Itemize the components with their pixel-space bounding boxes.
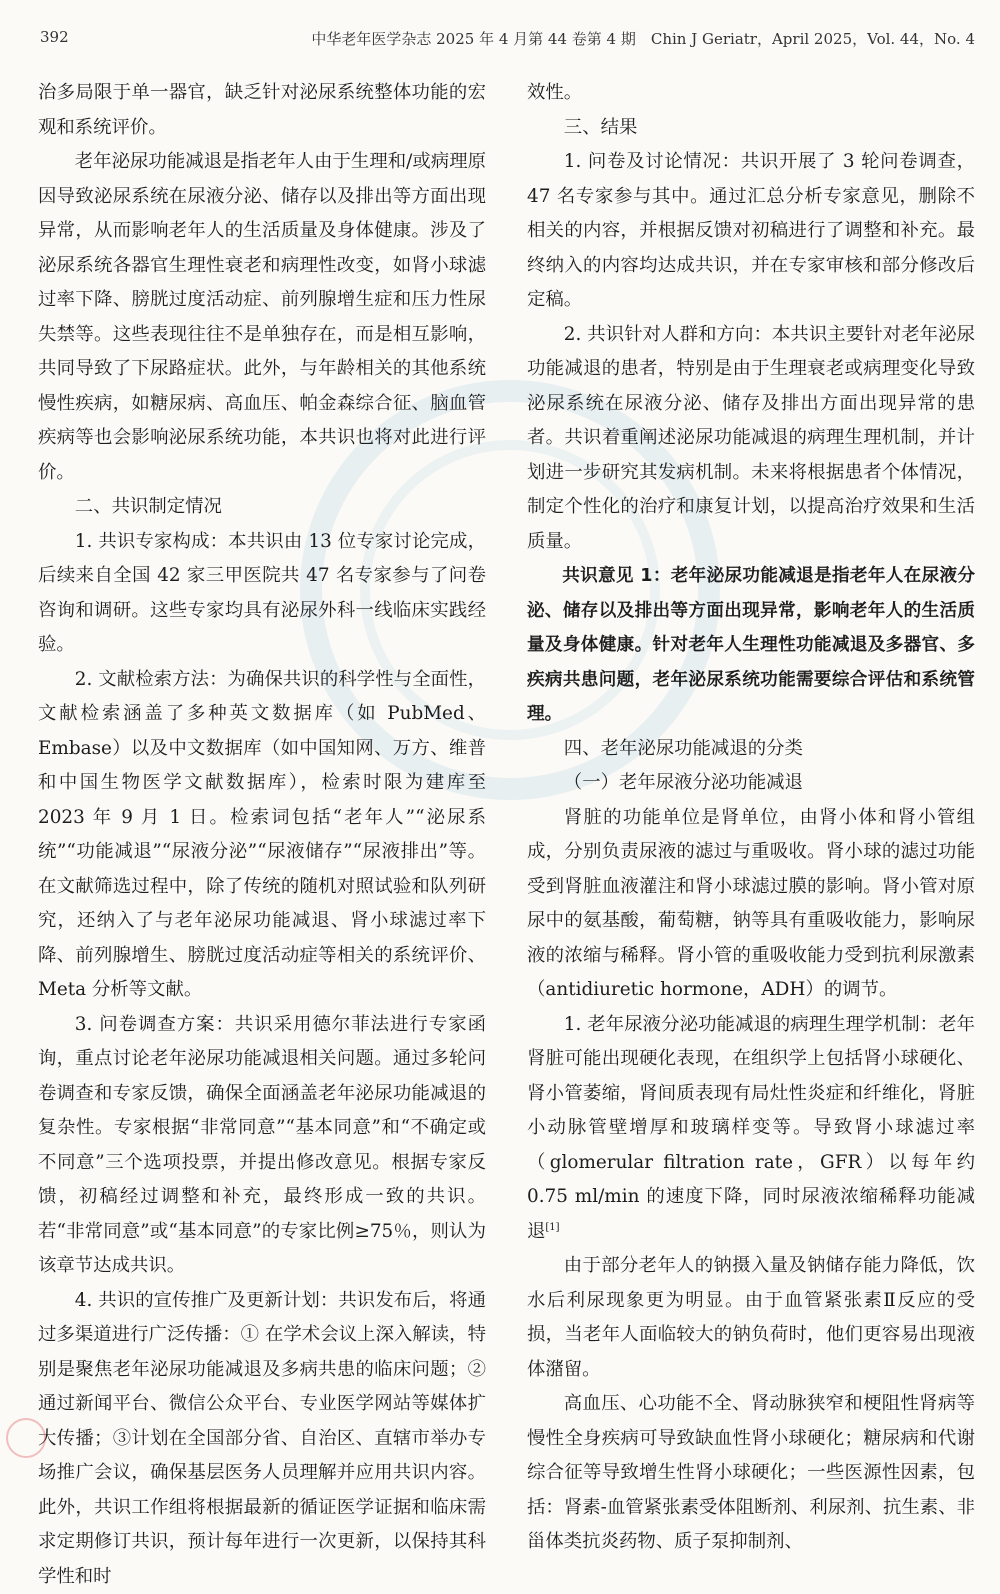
- publisher-logo: [6, 1418, 46, 1458]
- left-column: [38, 76, 486, 1594]
- paragraph: 1. 共识专家构成：本共识由 13 位专家讨论完成，后续来自全国 42 家三甲医院共 47 名专家参与了问卷咨询和调研。这些专家均具有泌尿外科一线临床实践经验。: [38, 525, 486, 663]
- paragraph: 1. 问卷及讨论情况：共识开展了 3 轮问卷调查，47 名专家参与其中。通过汇总分析专家意见，删除不相关的内容，并根据反馈对初稿进行了调整和补充。最终纳入的内容均达成共识，并在专家审核和部分修改后定稿。: [527, 145, 975, 318]
- paragraph: 3. 问卷调查方案：共识采用德尔菲法进行专家函询，重点讨论老年泌尿功能减退相关问题。通过多轮问卷调查和专家反馈，确保全面涵盖老年泌尿功能减退的复杂性。专家根据“非常同意”“基本同意”和“不确定或不同意”三个选项投票，并提出修改意见。根据专家反馈，初稿经过调整和补充，最终形成一致的共识。若“非常同意”或“基本同意”的专家比例≥75％，则认为该章节达成共识。: [38, 1008, 486, 1284]
- paragraph: 治多局限于单一器官，缺乏针对泌尿系统整体功能的宏观和系统评价。: [38, 76, 486, 145]
- right-column: [527, 76, 975, 1560]
- paragraph: 肾脏的功能单位是肾单位，由肾小体和肾小管组成，分别负责尿液的滤过与重吸收。肾小球的滤过功能受到肾脏血液灌注和肾小球滤过膜的影响。肾小管对原尿中的氨基酸，葡萄糖，钠等具有重吸收能力，影响尿液的浓缩与稀释。肾小管的重吸收能力受到抗利尿激素（antidiuretic hormone，ADH）的调节。: [527, 801, 975, 1008]
- paragraph: 2. 文献检索方法：为确保共识的科学性与全面性，文献检索涵盖了多种英文数据库（如 PubMed、Embase）以及中文数据库（如中国知网、万方、维普和中国生物医学文献数据库），检索时限为建库至 2023 年 9 月 1 日。检索词包括“老年人”“泌尿系统”“功能减退”“尿液分泌”“尿液储存”“尿液排出”等。在文献筛选过程中，除了传统的随机对照试验和队列研究，还纳入了与老年泌尿功能减退、肾小球滤过率下降、前列腺增生、膀胱过度活动症等相关的系统评价、Meta 分析等文献。: [38, 663, 486, 1008]
- paragraph: 4. 共识的宣传推广及更新计划：共识发布后，将通过多渠道进行广泛传播：① 在学术会议上深入解读，特别是聚焦老年泌尿功能减退及多病共患的临床问题；②通过新闻平台、微信公众平台、专业医学网站等媒体扩大传播；③计划在全国部分省、自治区、直辖市举办专场推广会议，确保基层医务人员理解并应用共识内容。此外，共识工作组将根据最新的循证医学证据和临床需求定期修订共识，预计每年进行一次更新，以保持其科学性和时: [38, 1284, 486, 1594]
- section-heading: 四、老年泌尿功能减退的分类: [527, 732, 975, 767]
- paragraph: 高血压、心功能不全、肾动脉狭窄和梗阻性肾病等慢性全身疾病可导致缺血性肾小球硬化；糖尿病和代谢综合征等导致增生性肾小球硬化；一些医源性因素，包括：肾素-血管紧张素受体阻断剂、利尿剂、抗生素、非甾体类抗炎药物、质子泵抑制剂、: [527, 1387, 975, 1560]
- section-heading: 二、共识制定情况: [38, 490, 486, 525]
- page-number: 392: [40, 28, 69, 46]
- citation-reference[interactable]: [1]: [545, 1221, 559, 1232]
- journal-citation: 中华老年医学杂志 2025 年 4 月第 44 卷第 4 期 Chin J Geriatr，April 2025，Vol. 44，No. 4: [311, 28, 975, 49]
- paragraph: 由于部分老年人的钠摄入量及钠储存能力降低，饮水后利尿现象更为明显。由于血管紧张素Ⅱ反应的受损，当老年人面临较大的钠负荷时，他们更容易出现液体潴留。: [527, 1249, 975, 1387]
- consensus-statement: 共识意见 1：老年泌尿功能减退是指老年人在尿液分泌、储存以及排出等方面出现异常，影响老年人的生活质量及身体健康。针对老年人生理性功能减退及多器官、多疾病共患问题，老年泌尿系统功能需要综合评估和系统管理。: [527, 559, 975, 732]
- paragraph: [527, 1008, 975, 1250]
- paragraph: 老年泌尿功能减退是指老年人由于生理和/或病理原因导致泌尿系统在尿液分泌、储存以及排出等方面出现异常，从而影响老年人的生活质量及身体健康。涉及了泌尿系统各器官生理性衰老和病理性改变，如肾小球滤过率下降、膀胱过度活动症、前列腺增生症和压力性尿失禁等。这些表现往往不是单独存在，而是相互影响，共同导致了下尿路症状。此外，与年龄相关的其他系统慢性疾病，如糖尿病、高血压、帕金森综合征、脑血管疾病等也会影响泌尿系统功能，本共识也将对此进行评价。: [38, 145, 486, 490]
- paragraph-text: 1. 老年尿液分泌功能减退的病理生理学机制：老年肾脏可能出现硬化表现，在组织学上包括肾小球硬化、肾小管萎缩，肾间质表现有局灶性炎症和纤维化，肾脏小动脉管壁增厚和玻璃样变等。导致肾小球滤过率（glomerular filtration rate，GFR）以每年约 0.75 ml/min 的速度下降，同时尿液浓缩稀释功能减退: [527, 1014, 975, 1242]
- paragraph: 2. 共识针对人群和方向：本共识主要针对老年泌尿功能减退的患者，特别是由于生理衰老或病理变化导致泌尿系统在尿液分泌、储存及排出方面出现异常的患者。共识着重阐述泌尿功能减退的病理生理机制，并计划进一步研究其发病机制。未来将根据患者个体情况，制定个性化的治疗和康复计划，以提高治疗效果和生活质量。: [527, 318, 975, 560]
- section-heading: 三、结果: [527, 111, 975, 146]
- page-header: [40, 28, 975, 58]
- paragraph: 效性。: [527, 76, 975, 111]
- subsection-heading: （一）老年尿液分泌功能减退: [527, 766, 975, 801]
